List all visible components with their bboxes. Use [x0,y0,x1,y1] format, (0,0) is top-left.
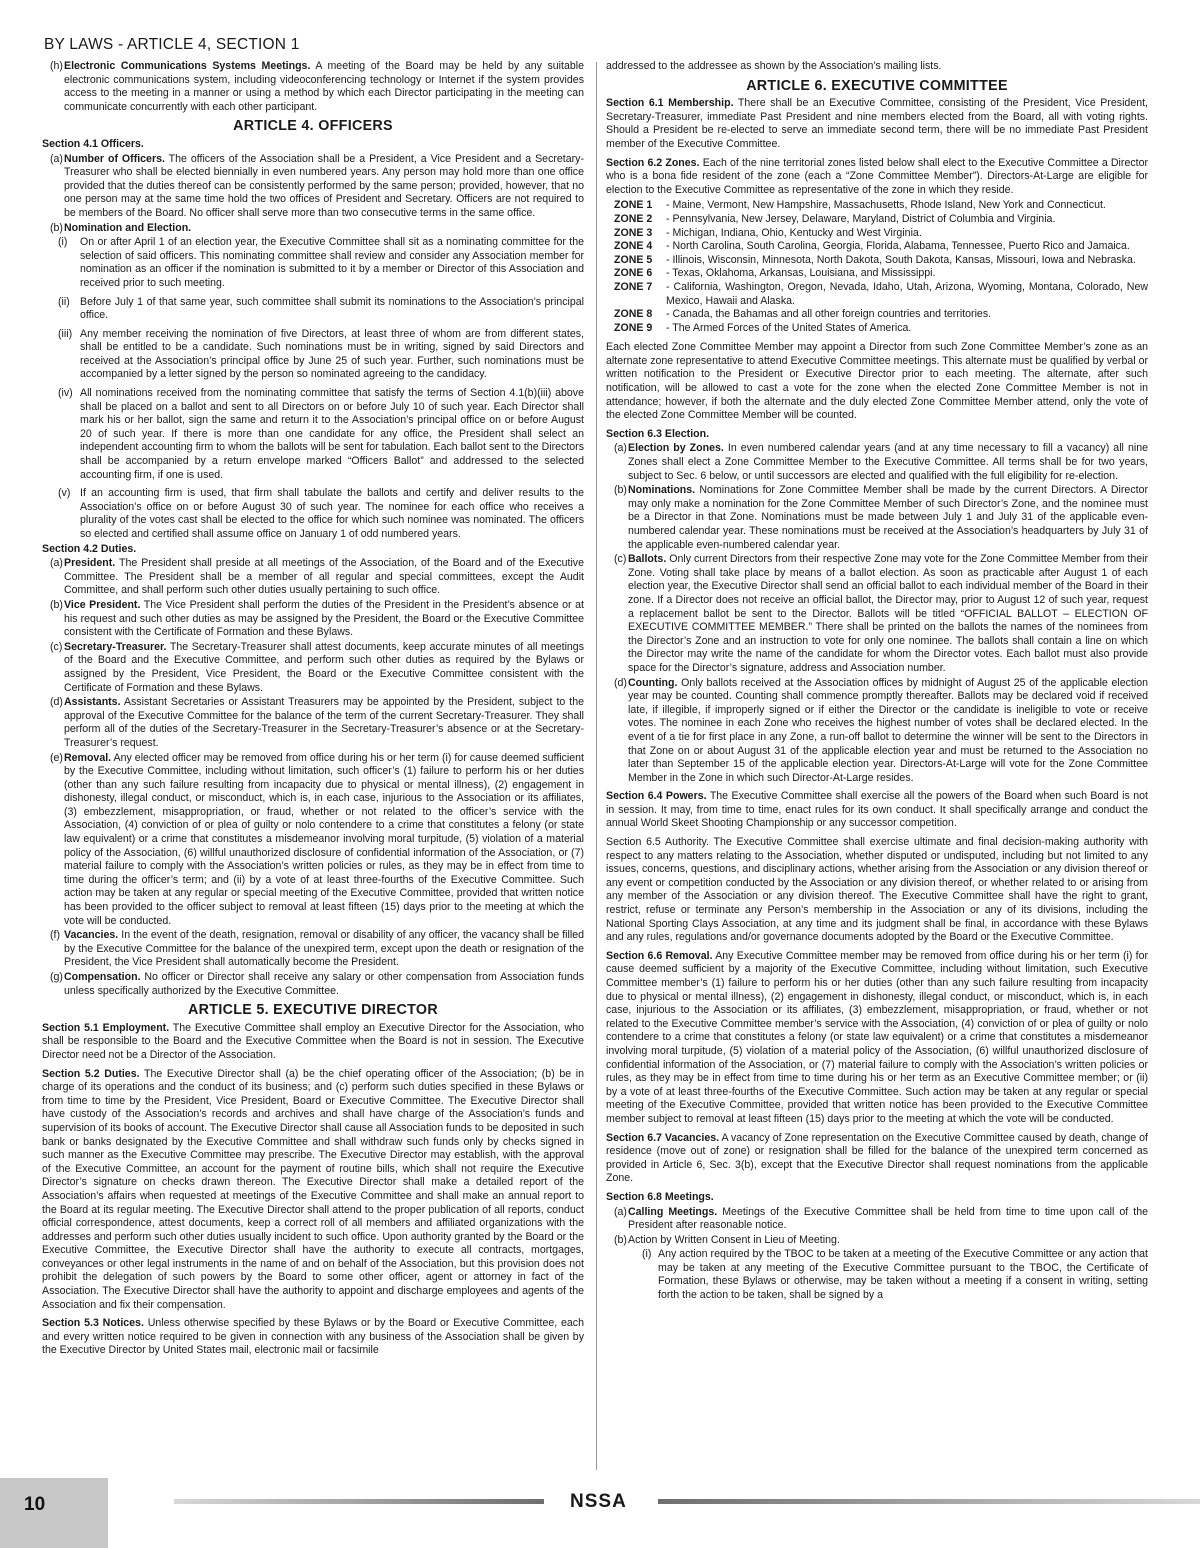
zone-7: ZONE 7 - California, Washington, Oregon, Nevada, Idaho, Utah, Arizona, Wyoming, Montana, Colorado, New Mexico, Hawaii and Alaska. [614,280,1148,307]
brand-logo-text: NSSA [570,1491,627,1512]
right-column [606,60,1148,1308]
section-6-5: Section 6.5 Authority. The Executive Committee shall exercise ultimate and final decision-making authority with respect to any matters relating to the Association, whether disputed or undisputed, including but not limited to any issues, concerns, questions, and disciplinary actions, whether arising from the Association or any division thereof or any event or competition conducted by the Association or any division thereof, or whether related to or arising from any member of the Association or any division thereof. The Executive Committee shall have the right to grant, restrict, refuse or terminate any Person’s membership in the Association or any of its divisions, including the National Sporting Clays Association, at any time and its judgment shall be final, in accordance with these Bylaws and any rules, regulations and/or governance documents adopted by the Board or the Executive Committee. [606,836,1148,944]
zone-5: ZONE 5 - Illinois, Wisconsin, Minnesota, North Dakota, South Dakota, Kansas, Missouri, Iowa and Nebraska. [614,253,1136,266]
election-by-zones: (a) Election by Zones. In even numbered calendar years (and at any time necessary to fill a vacancy) all nine Zones shall elect a Zone Committee Member to the Executive Committee. All terms shall be for two years, subject to Sec. 6 below, or until successors are elected and qualified with the full eligibility for re-election. [614,442,1148,482]
section-6-6: Section 6.6 Removal. Any Executive Committee member may be removed from office during his or her term (i) for cause deemed sufficient by a majority of the Executive Committee, including without limitation, such Executive Committee member’s (1) failure to perform his or her duties (other than any such failure resulting from incapacity due to physical or mental illness), (2) engagement in dishonesty, illegal conduct, or misconduct, which is, in each case, injurious to the Association or its affiliates, (3) embezzlement, misappropriation, or fraud, whether or not related to the Executive Committee member’s service with the Association, (4) conviction of or plea of guilty or nolo contendere to a crime that constitutes a felony (or state law equivalent) or a crime that constitutes a misdemeanor involving moral turpitude, (5) violation of a material policy of the Association, (6) willful unauthorized disclosure of confidential information of the Association, or (7) material failure to comply with the Association’s written policies or rules, as they may be in effect from time to time during his or her term as an Executive Committee member; or (ii) by a vote of at least three-fourths of the Executive Committee. Such action may be taken at any regular or special meeting of the Executive Committee, provided that written notice has been provided to the Executive Committee member subject to removal at least fifteen (15) days prior to the meeting at which the vote will be conducted. [606,949,1148,1125]
written-consent-i: (i) Any action required by the TBOC to be taken at a meeting of the Executive Committee or any action that may be taken at any meeting of the Executive Committee pursuant to the TBOC, the Certificate of Formation, these Bylaws or otherwise, may be taken without a meeting if a consent in writing, setting forth the action to be taken, shall be signed by a [642,1248,1148,1302]
zone-1: ZONE 1 - Maine, Vermont, New Hampshire, Massachusetts, Rhode Island, New York and Connecticut. [614,199,1106,212]
item-4-1-a: (a) Number of Officers. The officers of the Association shall be a President, a Vice President and a Secretary-Treasurer who shall be elected biennially in even numbered years. Any person may hold more than one office provided that the duties thereof can be consistently performed by the same person; provided, however, that no one person may at the same time hold the two offices of President and Secretary. Officers are not required to be members of the Board. No officer shall serve more than two consecutive terms in the same office. [50,152,584,219]
section-4-2-title: Section 4.2 Duties. [42,542,137,555]
continuation-text: addressed to the addressee as shown by the Association’s mailing lists. [606,60,942,72]
zone-2: ZONE 2 - Pennsylvania, New Jersey, Delaware, Maryland, District of Columbia and Virginia. [614,212,1056,225]
page-footer [0,1478,1200,1548]
page-number: 10 [24,1494,46,1515]
zone-9: ZONE 9 - The Armed Forces of the United States of America. [614,321,912,334]
page-number-box [0,1478,108,1548]
zone-3: ZONE 3 - Michigan, Indiana, Ohio, Kentucky and West Virginia. [614,226,922,239]
zone-8: ZONE 8 - Canada, the Bahamas and all other foreign countries and territories. [614,308,992,321]
duty-vacancies: (f) Vacancies. In the event of the death, resignation, removal or disability of any officer, the vacancy shall be filled by the Executive Committee for the balance of the unexpired term, except upon the death or resignation of the President, the Vice President shall automatically become the President. [50,929,584,969]
election-nominations: (b) Nominations. Nominations for Zone Committee Member shall be made by the current Directors. A Director may only make a nomination for the Zone Committee Member of such Director’s Zone, and the nominee must be a Director in that Zone. Nominations must be made between July 1 and July 31 of the applicable even-numbered calendar year. These nominations must be received at the Association’s headquarters by July 31 of the applicable even-numbered calendar year. [614,484,1148,551]
section-6-2: Section 6.2 Zones. Each of the nine territorial zones listed below shall elect to the Executive Committee a Director who is a bona fide resident of the zone (each a “Zone Committee Member”). Directors-At-Large are eligible for election to the Executive Committee as representative of the zone in which they reside. [606,156,1148,196]
zone-4: ZONE 4 - North Carolina, South Carolina, Georgia, Florida, Alabama, Tennessee, Puerto Rico and Jamaica. [614,240,1130,253]
duty-secretary-treasurer: (c) Secretary-Treasurer. The Secretary-Treasurer shall attest documents, keep accurate minutes of all meetings of the Board and the Executive Committee, and perform such other duties as required by the Bylaws or assigned by the President, Vice President, the Board or the Executive Committee consistent with the Certificate of Formation and these Bylaws. [50,640,584,694]
item-4-1-b: (b) Nomination and Election. [50,221,192,234]
duty-compensation: (g) Compensation. No officer or Director shall receive any salary or other compensation from Association funds unless specifically authorized by the Executive Committee. [50,971,584,997]
item-4-1-b-ii: (ii) Before July 1 of that same year, such committee shall submit its nominations to the Association’s principal office. [58,295,584,322]
section-5-1: Section 5.1 Employment. The Executive Committee shall employ an Executive Director for the Association, who shall be responsible to the Board and the Executive Committee when the Board is not in session. The Executive Director need not be a Director of the Association. [42,1021,584,1061]
written-consent: (b) Action by Written Consent in Lieu of Meeting. [614,1233,840,1246]
section-6-8-title: Section 6.8 Meetings. [606,1190,714,1203]
item-4-1-b-i: (i) On or after April 1 of an election year, the Executive Committee shall sit as a nominating committee for the selection of said officers. This nominating committee shall review and consider any Association member for nomination as an officer if the nomination is submitted to it by a member or Director of this Association and received prior to such meeting. [58,236,584,289]
election-counting: (d) Counting. Only ballots received at the Association offices by midnight of August 25 of the applicable election year may be counted. Counting shall commence promptly thereafter. Ballots may be declared void if received late, if illegible, if improperly signed or if either the Director or the candidate is ineligible to vote or receive votes. The nominee in each Zone who receives the highest number of votes shall be declared elected. In the event of a tie for first place in any Zone, a run-off ballot to determine the winner will be sent to the Directors in that Zone on or about August 31 of the applicable election year and must be returned to the Association no later than September 15 of the applicable election year. Directors-At-Large will vote for the Zone Committee Member in the Zone in which such Director-At-Large resides. [614,676,1148,784]
section-6-7: Section 6.7 Vacancies. A vacancy of Zone representation on the Executive Committee caused by death, change of residence (move out of zone) or resignation shall be filled for the balance of the unexpired term concerned as provided in Article 6, Sec. 3(b), except that the Executive Director shall request nominations from the applicable Zone. [606,1131,1148,1185]
section-5-3: Section 5.3 Notices. Unless otherwise specified by these Bylaws or by the Board or Executive Committee, each and every written notice required to be given in connection with any business of the Association shall be given by the Executive Director by United States mail, electronic mail or facsimile [42,1317,584,1357]
section-5-2: Section 5.2 Duties. The Executive Director shall (a) be the chief operating officer of the Association; (b) be in charge of its operations and the conduct of its business; and (c) perform such duties specified in these Bylaws or from time to time by the President, Vice President, Board or Executive Committee. The Executive Director shall have custody of the Association’s records and archives and shall have charge of the Association’s funds and supervision of its books of account. The Executive Director shall cause all Association funds to be deposited in such bank or banks designated by the Executive Committee and shall withdraw such funds only by checks signed in such manner as the Executive Committee may prescribe. The Executive Director may establish, with the approval of the Executive Committee, an account for the payment of routine bills, which shall not require the Executive Director’s signature on checks drawn thereon. The Executive Director shall make a detailed report of the Association’s affairs when requested at meetings of the Executive Committee and shall make an annual report to the Board at its regular meeting. The Executive Director shall attend to the proper publication of all reports, conduct official correspondence, attest documents, keep a correct roll of all members and affiliated organizations with the addresses and perform such other duties usually incident to such office. Upon authority granted by the Board or the Executive Committee, the Executive Director shall have the authority to execute all contracts, mortgages, conveyances or other legal instruments in the name of and on behalf of the Association, but this provision does not prohibit the delegation of such powers by the Board to some other officer, agent or attorney in fact of the Association. The Executive Director shall have the authority to appoint and discharge employees and agents of the Association and fix their compensation. [42,1067,584,1311]
duty-removal: (e) Removal. Any elected officer may be removed from office during his or her term (i) for cause deemed sufficient by the Executive Committee, including without limitation, such officer’s (1) failure to perform his or her duties (other than any such failure resulting from incapacity due to physical or mental illness), (2) engagement in dishonesty, illegal conduct, or misconduct, which is, in each case, injurious to the Association or its affiliates, (3) embezzlement, misappropriation, or fraud, whether or not related to the officer’s service with the Association, (4) conviction of or plea of guilty or nolo contendere to a crime that constitutes a felony (or state law equivalent) or a crime that constitutes a misdemeanor involving moral turpitude, (5) violation of a material policy of the Association, (6) willful unauthorized disclosure of confidential information of the Association, or (7) material failure to comply with the Association’s written policies or rules, as they may be in effect from time to time during the officer’s term; and (ii) by a vote of at least three-fourths of the Executive Committee. Such action may be taken at any regular or special meeting of the Executive Committee, provided that written notice has been provided to the officer subject to removal at least fifteen (15) days prior to the meeting at which the vote will be conducted. [50,751,584,927]
item-h-electronic-meetings: (h) Electronic Communications Systems Meetings. A meeting of the Board may be held by any suitable electronic communications system, including videoconferencing technology or Internet if the system provides access to the meeting in a manner or using a method by which each Director participating in the meeting can communicate concurrently with each other participant. [50,60,584,113]
duty-president: (a) President. The President shall preside at all meetings of the Association, of the Board and of the Executive Committee. The President shall be a member of all regular and special committees, except the Audit Committee, and shall perform such other duties usually pertaining to such office. [50,557,584,597]
zone-6: ZONE 6 - Texas, Oklahoma, Arkansas, Louisiana, and Mississippi. [614,267,936,280]
alternate-representative-text: Each elected Zone Committee Member may appoint a Director from such Zone Committee Member’s zone as an alternate zone representative to attend Executive Committee meetings. This alternate must be qualified by verbal or written notification to the President or Executive Director prior to each meeting. The alternate, after such notification, will be allowed to cast a vote for the zone when the elected Zone Committee Member is not in attendance; however, if both the alternate and the duly elected Zone Committee Member attend, only the vote of the elected Zone Committee Member will be counted. [606,341,1148,422]
section-6-3-title: Section 6.3 Election. [606,427,710,440]
page-header: BY LAWS - ARTICLE 4, SECTION 1 [44,36,300,53]
item-4-1-b-v: (v) If an accounting firm is used, that firm shall tabulate the ballots and certify and deliver results to the Association’s office on or before August 30 of such year. The nominee for each office who receives a plurality of the votes cast shall be elected to the office for which such nominee was nominated. The officers so elected and certified shall assume office on January 1 of odd numbered years. [58,487,584,540]
item-4-1-b-iii: (iii) Any member receiving the nomination of five Directors, at least three of whom are from different states, shall be entitled to be a candidate. Such nominations must be in writing, signed by said Directors and received at the Association’s principal office by June 25 of such year. Further, such nominations must be accompanied by a letter signed by the person so nominated agreeing to the candidacy. [58,327,584,381]
column-divider [596,62,597,1470]
article-5-title: ARTICLE 5. EXECUTIVE DIRECTOR [188,1002,438,1019]
footer-rule-left [174,1499,544,1504]
calling-meetings: (a) Calling Meetings. Meetings of the Executive Committee shall be held from time to time upon call of the President after reasonable notice. [614,1205,1148,1232]
left-column [42,60,584,1363]
election-ballots: (c) Ballots. Only current Directors from their respective Zone may vote for the Zone Committee Member from their Zone. Voting shall take place by means of a ballot election. As soon as practicable after August 1 of each election year, the Executive Director shall send an official ballot to each individual member of the Board in their zone. If a Director does not receive an official ballot, the Director may, prior to August 12 of such year, request a replacement ballot be sent to the Director. Ballots will be titled “OFFICIAL BALLOT – ELECTION OF EXECUTIVE COMMITTEE MEMBER.” There shall be printed on the ballots the names of the nominees from the Director’s Zone and an instruction to vote for only one nominee. The ballots shall contain a line on which the Director may write the name of the candidate for whom the Director votes. Each ballot must also provide space for the Director’s signature, address and Association number. [614,553,1148,674]
section-6-4: Section 6.4 Powers. The Executive Committee shall exercise all the powers of the Board when such Board is not in session. It may, from time to time, enact rules for its own conduct. It shall specifically arrange and conduct the annual World Skeet Shooting Championship or any successor competition. [606,790,1148,830]
section-6-1: Section 6.1 Membership. There shall be an Executive Committee, consisting of the President, Vice President, Secretary-Treasurer, immediate Past President and nine members elected from the Board, all with voting rights. Should a President be re-elected to serve an immediate second term, there will be no immediate Past President member of the Executive Committee. [606,97,1148,150]
article-6-title: ARTICLE 6. EXECUTIVE COMMITTEE [746,77,1008,94]
article-4-title: ARTICLE 4. OFFICERS [233,118,393,135]
footer-rule-right [658,1499,1200,1504]
duty-assistants: (d) Assistants. Assistant Secretaries or Assistant Treasurers may be appointed by the President, subject to the approval of the Executive Committee for the balance of the term of the current Secretary-Treasurer. They shall perform all of the duties of the Secretary-Treasurer in the Secretary-Treasurer’s absence or at the Secretary-Treasurer’s request. [50,696,584,749]
section-4-1-title: Section 4.1 Officers. [42,137,144,150]
duty-vice-president: (b) Vice President. The Vice President shall perform the duties of the President in the President’s absence or at his request and such other duties as may be assigned by the President, the Board or the Executive Committee consistent with the Certificate of Formation and these Bylaws. [50,598,585,639]
item-4-1-b-iv: (iv) All nominations received from the nominating committee that satisfy the terms of Section 4.1(b)(iii) above shall be placed on a ballot and sent to all Directors on or before July 10 of such year. Each Director shall mark his or her ballot, sign the same and return it to the Association’s principal office on or before August 20 of such year. If there is more than one candidate for any office, the President shall select an independent accounting firm to whom the ballots will be sent for tabulation. Each ballot sent to the Directors shall be accompanied by a return envelope marked “Officers Ballot” and addressed to the selected accounting firm, if one is used. [58,387,584,481]
